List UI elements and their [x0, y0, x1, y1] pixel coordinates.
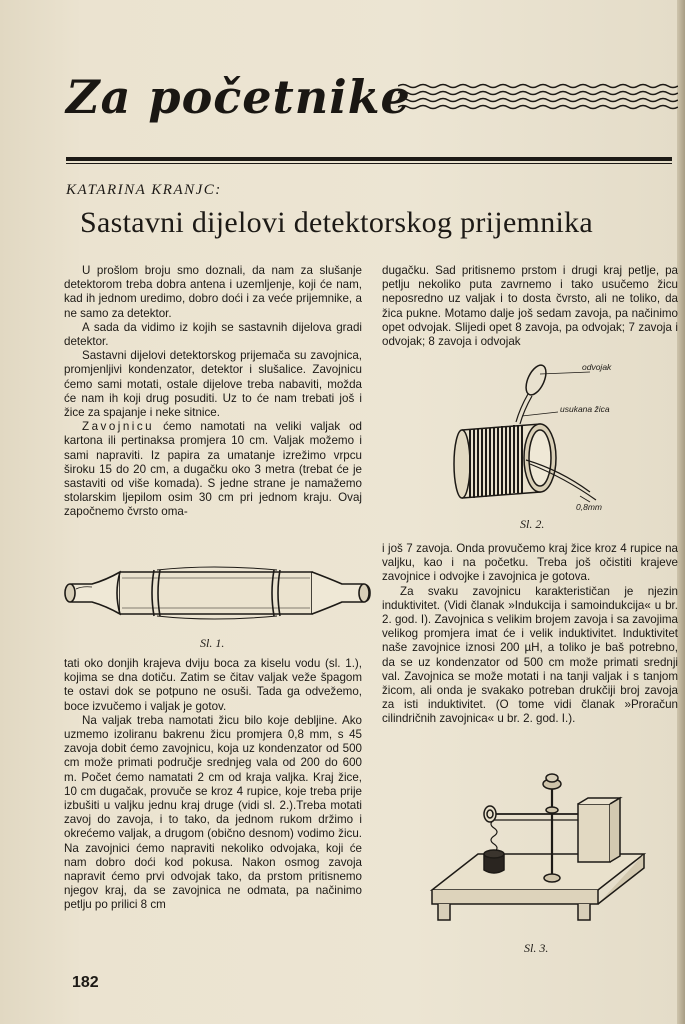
- paragraph: [64, 420, 362, 519]
- paragraph: Za svaku zavojnicu karakterističan je njezin induktivitet. (Vidi članak »Indukcija i samoindukcija« u br. 2. god. I). Zavojnica s velikim brojem zavoja i sa zavojima velikog promjera imat će i velik induktivitet. Induktivitet naše zavojnice iznosi 200 µH, a toliko je baš potrebno, da se uz kondenzator od 500 cm može primati srednji val. Zavojnica se može motati i na tanji valjak i s tanjom žicom, ali onda je svakako potreban drukčiji broj zavoja za isti induktivitet. (O tome vidi članak »Proračun cilindričnih zavojnica« u br. 2. god. I.).: [382, 584, 678, 726]
- paragraph: U prošlom broju smo doznali, da nam za slušanje detektorom treba dobra antena i uzemljenje, koji će nam, kad ih jednom uredimo, dobro doći i za veće prijemnike, a ne samo za detektor.: [64, 264, 362, 320]
- article-author: KATARINA KRANJC:: [66, 182, 222, 198]
- label-odvojak: odvojak: [582, 362, 612, 372]
- figure-2-coil: [440, 360, 630, 512]
- column-1-bottom: [64, 657, 362, 913]
- paragraph: tati oko donjih krajeva dviju boca za kiselu vodu (sl. 1.), kojima se dna dotiču. Zatim se čitav valjak veže špagom te ostavi dok se potpuno ne osuši. Tada ga odvežemo, boce izvučemo i valjak je gotov.: [64, 657, 362, 713]
- column-2-top: [382, 264, 678, 349]
- page-number: 182: [72, 974, 99, 991]
- figure-3-detector: [428, 770, 654, 936]
- decorative-wavy-lines: [398, 82, 678, 112]
- paragraph: dugačku. Sad pritisnemo prstom i drugi kraj petlje, pa petlju nekoliko puta zavrnemo i tako usučemo žicu neposredno uz valjak i to dosta čvrsto, ali ne toliko, da žica pukne. Motamo dalje još sedam zavoja, pa načinimo opet odvojak. Slijedi opet 8 zavoja, pa odvojak; 7 zavoja i odvojak; 8 zavoja i odvojak: [382, 264, 678, 349]
- paragraph: Sastavni dijelovi detektorskog prijemača su zavojnica, promjenljivi kondenzator, detektor i slušalice. Zavojnicu ćemo sami motati, ostale dijelove treba nabaviti, možda će nam ih koji drug posuditi. Uz to će nam trebati još i žice za spajanje i neke sitnice.: [64, 349, 362, 420]
- label-usukana-zica: usukana žica: [560, 404, 610, 414]
- page-spine-shadow: [677, 0, 685, 1024]
- label-wire-diameter: 0,8mm: [576, 502, 602, 512]
- figure-1-caption: Sl. 1.: [200, 636, 225, 650]
- column-1-top: [64, 264, 362, 520]
- paragraph: i još 7 zavoja. Onda provučemo kraj žice kroz 4 rupice na valjku, kao i na početku. Treba još očistiti krajeve zavojnice i odvojke i zavojnica je gotova.: [382, 542, 678, 584]
- emphasized-term: Zavojnicu: [82, 420, 155, 434]
- figure-1-bottles-tube: [62, 556, 374, 630]
- figure-3-caption: Sl. 3.: [524, 941, 549, 955]
- article-title: Sastavni dijelovi detektorskog prijemnika: [80, 206, 594, 239]
- heading-rule-thin: [66, 163, 672, 164]
- section-heading: Za početnike: [66, 70, 411, 124]
- figure-2-caption: Sl. 2.: [520, 517, 545, 531]
- paragraph: Na valjak treba namotati žicu bilo koje debljine. Ako uzmemo izoliranu bakrenu žicu promjera 0,8 mm, s 45 zavoja dobit ćemo zavojnicu, koja uz kondenzator od 500 cm može primati područje srednjeg vala od 200 do 600 m. Počet ćemo namatati 2 cm od kraja valjka. Kraj žice, 10 cm dugačak, provuče se kroz 4 rupice, koje treba prije izbušiti u valjku jednu kraj druge (vidi sl. 2.).Treba motati zavoj do zavoja, i to tako, da jednom rukom držimo i okrećemo valjak, a drugom (obično desnom) vodimo žicu. Na zavojnici ćemo napraviti nekoliko odvojaka, koji će nam dobro doći kod pokusa. Nakon osmog zavoja napravit ćemo prvi odvojak tako, da prstom pritisnemo njegov kraj, da se zavojnica ne odmata, pa načinimo petlju po prilici 8 cm: [64, 713, 362, 912]
- paragraph: A sada da vidimo iz kojih se sastavnih dijelova gradi detektor.: [64, 320, 362, 349]
- heading-rule: [66, 157, 672, 161]
- paragraph-text: ćemo namotati na veliki valjak od kartona ili pertinaksa promjera 10 cm. Valjak možemo i sami napraviti. Iz papira za umatanje izrežimo vrpcu široku 15 do 20 cm, a dugačku oko 3 metra (trebat će je sastaviti od više komada). S jedne strane je namažemo stolarskim ljepilom osim 30 cm pri jednom kraju. Ovaj započnemo čvrsto oma-: [64, 420, 362, 519]
- column-2-bottom: [382, 542, 678, 727]
